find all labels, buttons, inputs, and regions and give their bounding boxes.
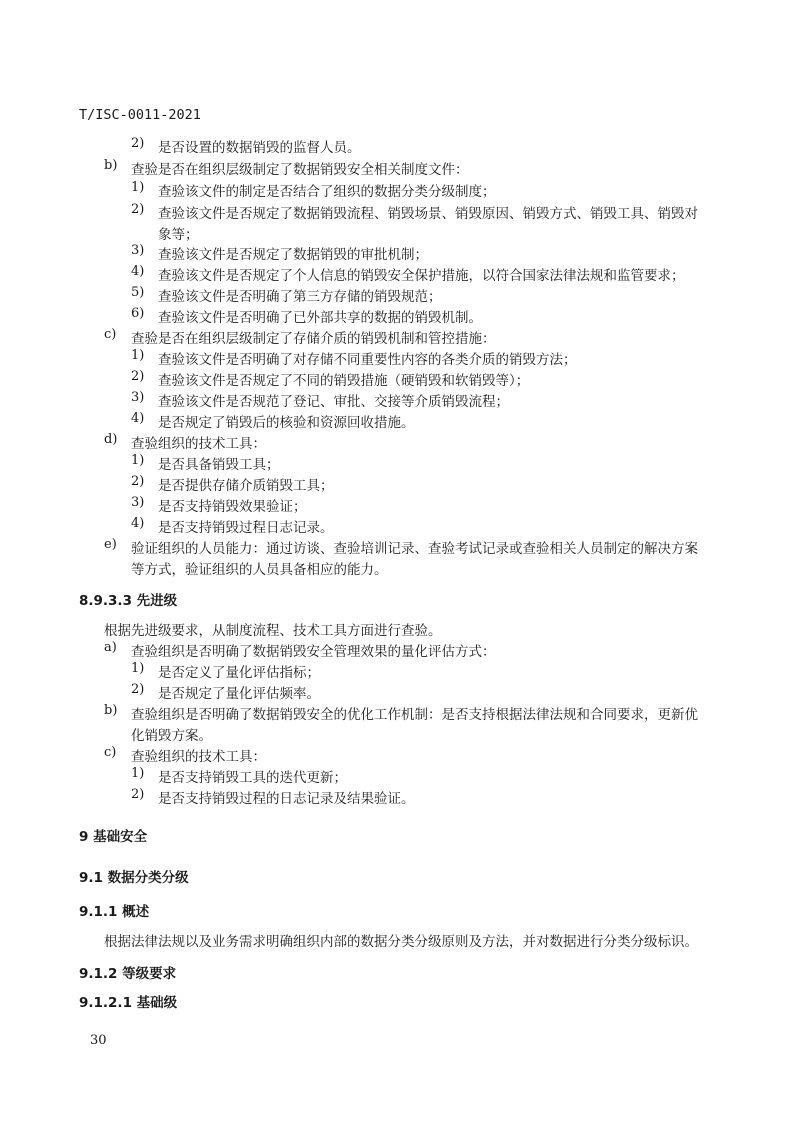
paragraph: 根据法律法规以及业务需求明确组织内部的数据分类分级原则及方法，并对数据进行分类分级标识。 bbox=[104, 934, 698, 950]
list-marker: c) bbox=[104, 745, 117, 760]
document-id-header: T/ISC-0011-2021 bbox=[79, 107, 201, 123]
list-item-text: 查验该文件是否规定了不同的销毁措施（硬销毁和软销毁等）； bbox=[158, 373, 530, 389]
list-item-text: 查验该文件是否明确了对存储不同重要性内容的各类介质的销毁方法； bbox=[158, 352, 577, 368]
list-marker: 2) bbox=[131, 682, 145, 697]
list-marker: 4) bbox=[131, 411, 145, 426]
list-marker: 1) bbox=[131, 766, 145, 781]
list-item-text: 查验该文件是否规定了数据销毁流程、销毁场景、销毁原因、销毁方式、销毁工具、销毁对 bbox=[158, 206, 698, 222]
paragraph: 根据先进级要求，从制度流程、技术工具方面进行查验。 bbox=[104, 623, 442, 639]
list-marker: 4) bbox=[131, 516, 145, 531]
list-item-text: 查验组织的技术工具： bbox=[131, 749, 266, 765]
list-item-continuation: 象等； bbox=[158, 227, 199, 243]
list-item-text: 查验该文件是否明确了第三方存储的销毁规范； bbox=[158, 289, 442, 305]
list-item-text: 是否支持销毁过程日志记录。 bbox=[158, 520, 334, 536]
list-marker: 3) bbox=[131, 495, 145, 510]
list-marker: 2) bbox=[131, 787, 145, 802]
list-item-text: 是否规定了销毁后的核验和资源回收措施。 bbox=[158, 415, 415, 431]
list-item-text: 是否规定了量化评估频率。 bbox=[158, 686, 320, 702]
list-item-text: 是否支持销毁效果验证； bbox=[158, 499, 307, 515]
list-item-text: 查验该文件是否明确了已外部共享的数据的销毁机制。 bbox=[158, 310, 482, 326]
list-item-text: 查验组织的技术工具： bbox=[131, 436, 266, 452]
list-marker: 3) bbox=[131, 243, 145, 258]
list-item-text: 是否定义了量化评估指标； bbox=[158, 665, 320, 681]
list-item-text: 是否提供存储介质销毁工具； bbox=[158, 478, 334, 494]
list-marker: 6) bbox=[131, 306, 145, 321]
list-marker: e) bbox=[104, 537, 117, 552]
list-item-text: 是否设置的数据销毁的监督人员。 bbox=[158, 140, 361, 156]
list-marker: b) bbox=[104, 158, 118, 173]
list-item-text: 验证组织的人员能力：通过访谈、查验培训记录、查验考试记录或查验相关人员制定的解决方案 bbox=[131, 541, 698, 557]
list-marker: 2) bbox=[131, 474, 145, 489]
list-item-text: 查验该文件的制定是否结合了组织的数据分类分级制度； bbox=[158, 184, 496, 200]
list-marker: 2) bbox=[131, 369, 145, 384]
list-item-continuation: 化销毁方案。 bbox=[131, 728, 212, 744]
list-item-continuation: 等方式，验证组织的人员具备相应的能力。 bbox=[131, 562, 388, 578]
list-marker: 1) bbox=[131, 661, 145, 676]
list-marker: a) bbox=[104, 640, 117, 655]
list-item-text: 查验该文件是否规定了个人信息的销毁安全保护措施，以符合国家法律法规和监管要求； bbox=[158, 268, 685, 284]
list-marker: b) bbox=[104, 703, 118, 718]
list-item-text: 查验是否在组织层级制定了数据销毁安全相关制度文件： bbox=[131, 162, 469, 178]
section-heading-9-1: 9.1 数据分类分级 bbox=[79, 870, 189, 886]
list-item-text: 查验该文件是否规定了数据销毁的审批机制； bbox=[158, 247, 428, 263]
list-item-text: 查验该文件是否规范了登记、审批、交接等介质销毁流程； bbox=[158, 394, 509, 410]
section-heading-8-9-3-3: 8.9.3.3 先进级 bbox=[79, 593, 178, 609]
page-number: 30 bbox=[90, 1033, 107, 1048]
list-marker: 1) bbox=[131, 180, 145, 195]
list-item-text: 查验是否在组织层级制定了存储介质的销毁机制和管控措施： bbox=[131, 331, 496, 347]
list-item-text: 查验组织是否明确了数据销毁安全的优化工作机制：是否支持根据法律法规和合同要求，更新优 bbox=[131, 707, 698, 723]
list-marker: c) bbox=[104, 327, 117, 342]
list-marker: 1) bbox=[131, 453, 145, 468]
list-marker: 4) bbox=[131, 264, 145, 279]
list-marker: d) bbox=[104, 432, 118, 447]
list-marker: 2) bbox=[131, 202, 145, 217]
list-item-text: 是否具备销毁工具； bbox=[158, 457, 280, 473]
list-item-text: 是否支持销毁工具的迭代更新； bbox=[158, 770, 347, 786]
section-heading-9-1-2: 9.1.2 等级要求 bbox=[79, 966, 177, 982]
section-heading-9: 9 基础安全 bbox=[79, 829, 148, 845]
list-item-text: 查验组织是否明确了数据销毁安全管理效果的量化评估方式： bbox=[131, 644, 496, 660]
list-marker: 1) bbox=[131, 348, 145, 363]
list-marker: 3) bbox=[131, 390, 145, 405]
section-heading-9-1-1: 9.1.1 概述 bbox=[79, 904, 150, 920]
section-heading-9-1-2-1: 9.1.2.1 基础级 bbox=[79, 995, 178, 1011]
list-item-text: 是否支持销毁过程的日志记录及结果验证。 bbox=[158, 791, 415, 807]
list-marker: 5) bbox=[131, 285, 145, 300]
list-marker: 2) bbox=[131, 136, 145, 151]
